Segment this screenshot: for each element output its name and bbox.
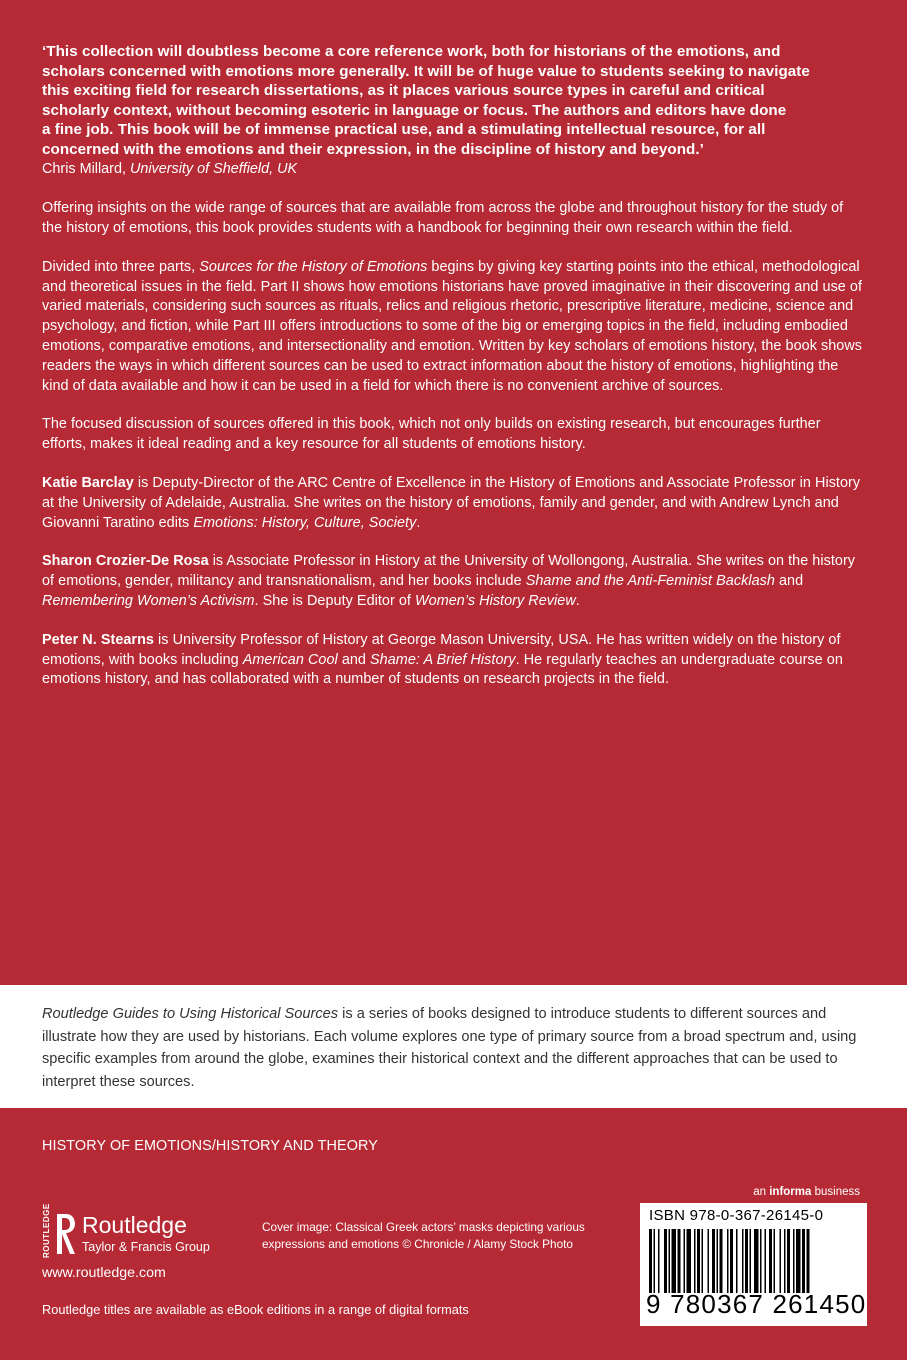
barcode-bar — [694, 1229, 696, 1293]
author-name: Peter N. Stearns — [42, 631, 154, 648]
barcode-bar — [708, 1229, 710, 1293]
logo-vertical-text: ROUTLEDGE — [42, 1203, 51, 1258]
isbn-text: ISBN 978-0-367-26145-0 — [649, 1207, 824, 1224]
barcode-graphic — [649, 1229, 857, 1293]
quote-line: ‘This collection will doubtless become a core reference work, both for historians of the emotions, and — [42, 43, 781, 60]
barcode-bar — [702, 1229, 704, 1293]
barcode-bar — [750, 1229, 752, 1293]
barcode-bar — [807, 1229, 810, 1293]
book-title: Sources for the History of Emotions — [199, 258, 428, 275]
barcode-bar — [712, 1229, 715, 1293]
barcode-bar — [654, 1229, 656, 1293]
barcode-bar — [769, 1229, 772, 1293]
series-description-box — [0, 985, 907, 1108]
barcode-bar — [672, 1229, 677, 1293]
subject-category: HISTORY OF EMOTIONS/HISTORY AND THEORY — [42, 1138, 378, 1154]
barcode-bar — [796, 1229, 801, 1293]
barcode-bar — [658, 1229, 660, 1293]
barcode-bar — [760, 1229, 762, 1293]
focused-paragraph: The focused discussion of sources offered in this book, which not only builds on existing research, but encourages further efforts, makes it ideal reading and a key resource for all students of emotions history. — [42, 416, 821, 453]
barcode-number: 9 780367 261450 — [646, 1289, 867, 1319]
series-description: Routledge Guides to Using Historical Sources is a series of books designed to introduce students to different sources and illustrate how they are used by historians. Each volume explores one type of primary source from a broad spectrum and, using specific examples from around the globe, examines their historical context and the different approaches that can be used to interpret these sources. — [42, 1006, 857, 1090]
quote-line: concerned with the emotions and their expression, in the discipline of history and beyond.’ — [42, 140, 704, 158]
routledge-logo — [42, 1203, 222, 1260]
barcode-bar — [736, 1229, 738, 1293]
quote-attribution — [42, 160, 867, 180]
barcode-bar — [684, 1229, 686, 1293]
bio-peter-stearns: Peter N. Stearns is University Professor of History at George Mason University, USA. He has written widely on the history of emotions, with books including American Cool and Shame: A Brief History. He regularly teaches an undergraduate course on emotions history, and has collaborated with a number of students on research projects in the field. — [42, 631, 843, 688]
logo-name: Routledge — [82, 1212, 187, 1238]
quote-line: scholars concerned with emotions more generally. It will be of huge value to students seeking to navigate — [42, 62, 810, 80]
quote-author: Chris Millard, — [42, 160, 130, 177]
barcode-bar — [780, 1229, 782, 1293]
barcode-bar — [745, 1229, 748, 1293]
intro-paragraph: Offering insights on the wide range of sources that are available from across the globe and throughout history for the study of the history of emotions, this book provides students with a handbook for beginning their own research within the field. — [42, 200, 844, 236]
barcode-bar — [678, 1229, 681, 1293]
barcode-bar — [717, 1229, 719, 1293]
quote-line: a fine job. This book will be of immense practical use, and a stimulating intellectual resource, for all — [42, 121, 766, 139]
author-name: Sharon Crozier-De Rosa — [42, 553, 209, 570]
barcode-bar — [664, 1229, 667, 1293]
author-name: Katie Barclay — [42, 474, 134, 491]
quote-line: this exciting field for research dissertations, as it places various source types in careful and critical — [42, 82, 765, 100]
website-link[interactable]: www.routledge.com — [42, 1265, 166, 1281]
barcode-bar — [649, 1229, 652, 1293]
cover-image-credit: Cover image: Classical Greek actors’ masks depicting various expressions and emotions © Chronicle / Alamy Stock Photo — [262, 1220, 585, 1251]
quote-line: scholarly context, without becoming esoteric in language or focus. The authors and editors have done — [42, 101, 787, 119]
barcode-bar — [754, 1229, 759, 1293]
barcode-bar — [730, 1229, 733, 1293]
barcode-bar — [742, 1229, 744, 1293]
barcode-bar — [669, 1229, 671, 1293]
barcode-bar — [720, 1229, 723, 1293]
barcode-bar — [784, 1229, 786, 1293]
barcode-bar — [697, 1229, 700, 1293]
ebook-note: Routledge titles are available as eBook editions in a range of digital formats — [42, 1302, 469, 1317]
logo-subtitle: Taylor & Francis Group — [82, 1240, 210, 1254]
parts-paragraph: Divided into three parts, Sources for the History of Emotions begins by giving key starting points into the ethical, methodological and theoretical issues in the field. Part II shows how emotions historians have proved imaginative in their discovering and use of varied materials, considering such sources as rituals, relics and religious rhetoric, prescriptive literature, medicine, science and psychology, and fiction, while Part III offers introductions to some of the big or emerging topics in the field, including embodied emotions, comparative emotions, and intersectionality and emotion. Written by key scholars of emotions history, the book shows readers the ways in which different sources can be used to extract information about the history of emotions, highlighting the kind of data available and how it can be used in a field for which there is no convenient archive of sources. — [42, 258, 863, 394]
bio-katie-barclay: Katie Barclay is Deputy-Director of the ARC Centre of Excellence in the History of Emotions and Associate Professor in History at the University of Adelaide, Australia. She writes on the history of emotions, family and gender, and with Andrew Lynch and Giovanni Taratino edits Emotions: History, Culture, Society. — [42, 474, 861, 531]
barcode-bar — [774, 1229, 776, 1293]
series-title: Routledge Guides to Using Historical Sources — [42, 1006, 339, 1022]
routledge-r-icon — [55, 1212, 77, 1256]
quote-affiliation: University of Sheffield, UK — [129, 160, 298, 177]
barcode-bar — [765, 1229, 767, 1293]
barcode-bar — [802, 1229, 805, 1293]
barcode-bar — [793, 1229, 795, 1293]
barcode-bar — [687, 1229, 692, 1293]
endorsement-quote — [42, 42, 867, 160]
bio-sharon-crozier-de-rosa: Sharon Crozier-De Rosa is Associate Professor in History at the University of Wollongong, Australia. She writes on the history of emotions, gender, militancy and transnationalism, and her books include Shame and the Anti-Feminist Backlash and Remembering Women’s Activism. She is Deputy Editor of Women’s History Review. — [42, 553, 856, 609]
barcode-box — [640, 1203, 867, 1326]
barcode-bar — [787, 1229, 790, 1293]
informa-business-tag: an informa business — [753, 1186, 860, 1198]
back-cover-content — [42, 42, 867, 709]
barcode-bar — [727, 1229, 729, 1293]
